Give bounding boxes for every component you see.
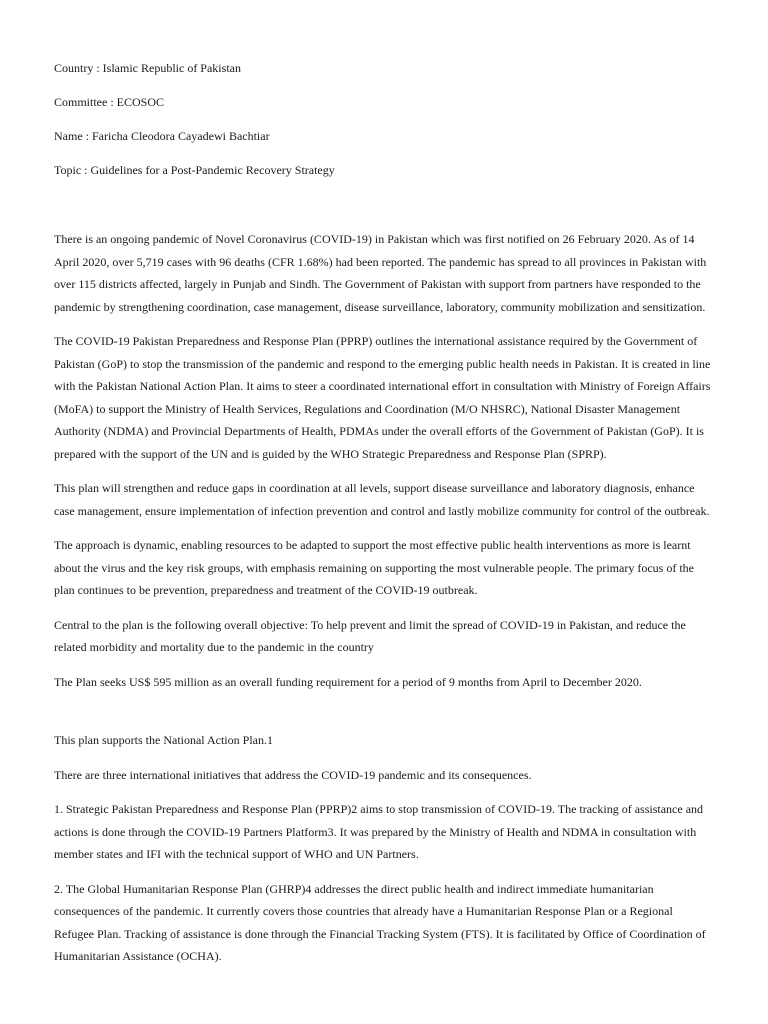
paragraph-national-plan: This plan supports the National Action Plan.1 bbox=[54, 733, 273, 747]
paragraph-intro: There is an ongoing pandemic of Novel Coronavirus (COVID-19) in Pakistan which was first notified on 26 February 2020. As of 14 April 2020, over 5,719 cases with 96 deaths (CFR 1.68%) had been reported. The pandemic has spread to all provinces in Pakistan with over 115 districts affected, largely in Punjab and Sindh. The Government of Pakistan with support from partners have responded to the pandemic by strengthening coordination, case management, disease surveillance, laboratory, community mobilization and sensitization. bbox=[54, 232, 707, 314]
country-line: Country : Islamic Republic of Pakistan bbox=[54, 61, 241, 75]
paragraph-approach: The approach is dynamic, enabling resources to be adapted to support the most effective public health interventions as more is learnt about the virus and the key risk groups, with emphasis remaining on supporting the most vulnerable people. The primary focus of the plan continues to be prevention, preparedness and treatment of the COVID-19 outbreak. bbox=[54, 538, 694, 597]
paragraph-objective: Central to the plan is the following overall objective: To help prevent and limit the spread of COVID-19 in Pakistan, and reduce the related morbidity and mortality due to the pandemic in the country bbox=[54, 617, 686, 654]
paragraph-initiatives: There are three international initiatives that address the COVID-19 pandemic and its consequences. bbox=[54, 767, 532, 782]
paragraph-funding: The Plan seeks US$ 595 million as an overall funding requirement for a period of 9 months from April to December 2020. bbox=[54, 674, 642, 689]
topic-line: Topic : Guidelines for a Post-Pandemic Recovery Strategy bbox=[54, 163, 335, 177]
paragraph-pprp: The COVID-19 Pakistan Preparedness and Response Plan (PPRP) outlines the international assistance required by the Government of Pakistan (GoP) to stop the transmission of the pandemic and respond to the emerging public health needs in Pakistan. It is created in line with the Pakistan National Action Plan. It aims to steer a coordinated international effort in consultation with Ministry of Foreign Affairs (MoFA) to support the Ministry of Health Services, Regulations and Coordination (M/O NHSRC), National Disaster Management Authority (NDMA) and Provincial Departments of Health, PDMAs under the overall efforts of the Government of Pakistan (GoP). It is prepared with the support of the UN and is guided by the WHO Strategic Preparedness and Response Plan (SPRP). bbox=[54, 334, 711, 461]
list-item-ghrp: 2. The Global Humanitarian Response Plan (GHRP)4 addresses the direct public health and indirect immediate humanitarian consequences of the pandemic. It currently covers those countries that already have a Humanitarian Response Plan or a Regional Refugee Plan. Tracking of assistance is done through the Financial Tracking System (FTS). It is facilitated by Office of Coordination of Humanitarian Assistance (OCHA). bbox=[54, 881, 706, 963]
list-item-pprp: 1. Strategic Pakistan Preparedness and Response Plan (PPRP)2 aims to stop transmission of COVID-19. The tracking of assistance and actions is done through the COVID-19 Partners Platform3. It was prepared by the Ministry of Health and NDMA in consultation with member states and IFI with the technical support of WHO and UN Partners. bbox=[54, 802, 704, 861]
committee-line: Committee : ECOSOC bbox=[54, 95, 165, 109]
paragraph-strengthen: This plan will strengthen and reduce gaps in coordination at all levels, support disease surveillance and laboratory diagnosis, enhance case management, ensure implementation of infection prevention and control and lastly mobilize community for control of the outbreak. bbox=[54, 481, 710, 518]
name-line: Name : Faricha Cleodora Cayadewi Bachtiar bbox=[54, 129, 270, 143]
